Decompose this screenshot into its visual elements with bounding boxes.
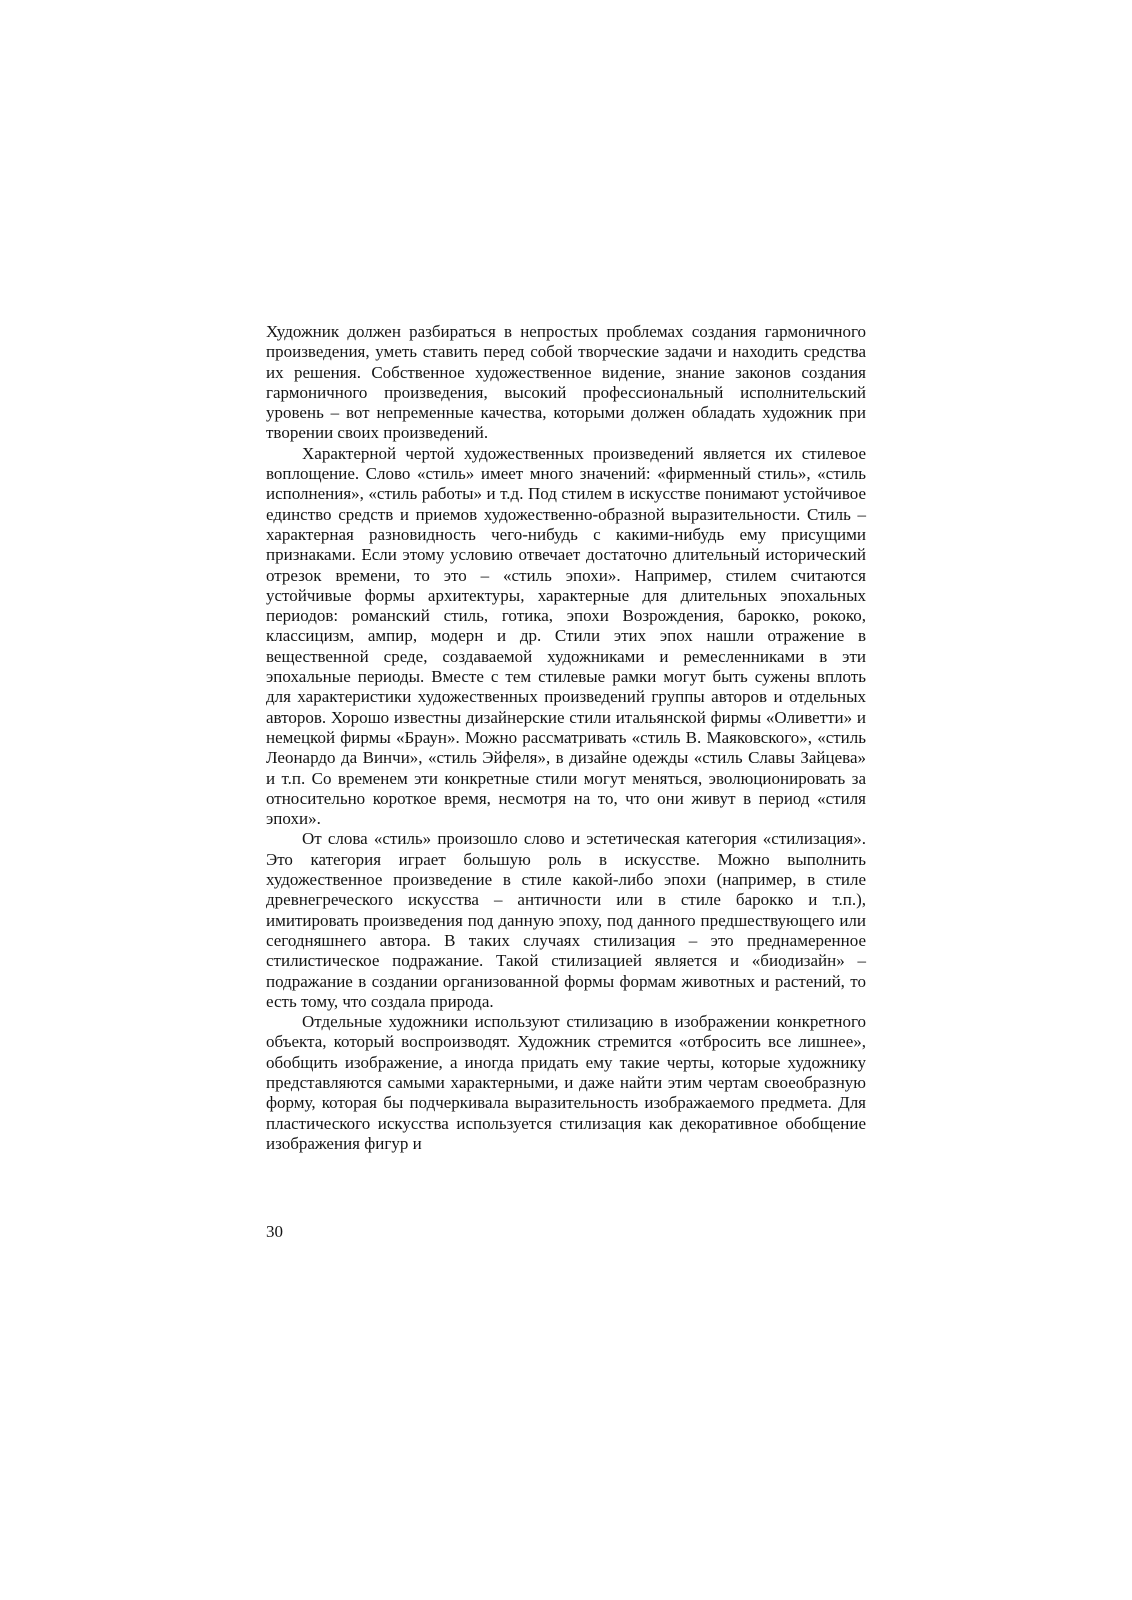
paragraph-4: Отдельные художники используют стилизацию в изображении конкретного объекта, который воспроизводят. Художник стремится «отбросить все лишнее», обобщить изображение, а иногда придать ему такие черты, которые художнику представляются самыми характерными, и даже найти этим чертам своеобразную форму, которая бы подчеркивала выразительность изображаемого предмета. Для пластического искусства используется стилизация как декоративное обобщение изображения фигур и (266, 1012, 866, 1153)
paragraph-2: Характерной чертой художественных произведений является их стилевое воплощение. Слово «стиль» имеет много значений: «фирменный стиль», «стиль исполнения», «стиль работы» и т.д. Под стилем в искусстве понимают устойчивое единство средств и приемов художественно-образной выразительности. Стиль – характерная разновидность чего-нибудь с какими-нибудь ему присущими признаками. Если этому условию отвечает достаточно длительный исторический отрезок времени, то это – «стиль эпохи». Например, стилем считаются устойчивые формы архитектуры, характерные для длительных эпохальных периодов: романский стиль, готика, эпохи Возрождения, барокко, рококо, классицизм, ампир, модерн и др. Стили этих эпох нашли отражение в вещественной среде, создаваемой художниками и ремесленниками в эти эпохальные периоды. Вместе с тем стилевые рамки могут быть сужены вплоть для характеристики художественных произведений группы авторов и отдельных авторов. Хорошо известны дизайнерские стили итальянской фирмы «Оливетти» и немецкой фирмы «Браун». Можно рассматривать «стиль В. Маяковского», «стиль Леонардо да Винчи», «стиль Эйфеля», в дизайне одежды «стиль Славы Зайцева» и т.п. Со временем эти конкретные стили могут меняться, эволюционировать за относительно короткое время, несмотря на то, что они живут в период «стиля эпохи». (266, 443, 866, 829)
paragraph-1: Художник должен разбираться в непростых проблемах создания гармоничного произведения, уметь ставить перед собой творческие задачи и находить средства их решения. Собственное художественное видение, знание законов создания гармоничного произведения, высокий профессиональный исполнительский уровень – вот непременные качества, которыми должен обладать художник при творении своих произведений. (266, 322, 866, 443)
body-text (266, 322, 866, 1154)
page-number: 30 (266, 1222, 283, 1241)
paragraph-3: От слова «стиль» произошло слово и эстетическая категория «стилизация». Это категория играет большую роль в искусстве. Можно выполнить художественное произведение в стиле какой-либо эпохи (например, в стиле древнегреческого искусства – античности или в стиле барокко и т.п.), имитировать произведения под данную эпоху, под данного предшествующего или сегодняшнего автора. В таких случаях стилизация – это преднамеренное стилистическое подражание. Такой стилизацией является и «биодизайн» – подражание в создании организованной формы формам животных и растений, то есть тому, что создала природа. (266, 829, 866, 1011)
